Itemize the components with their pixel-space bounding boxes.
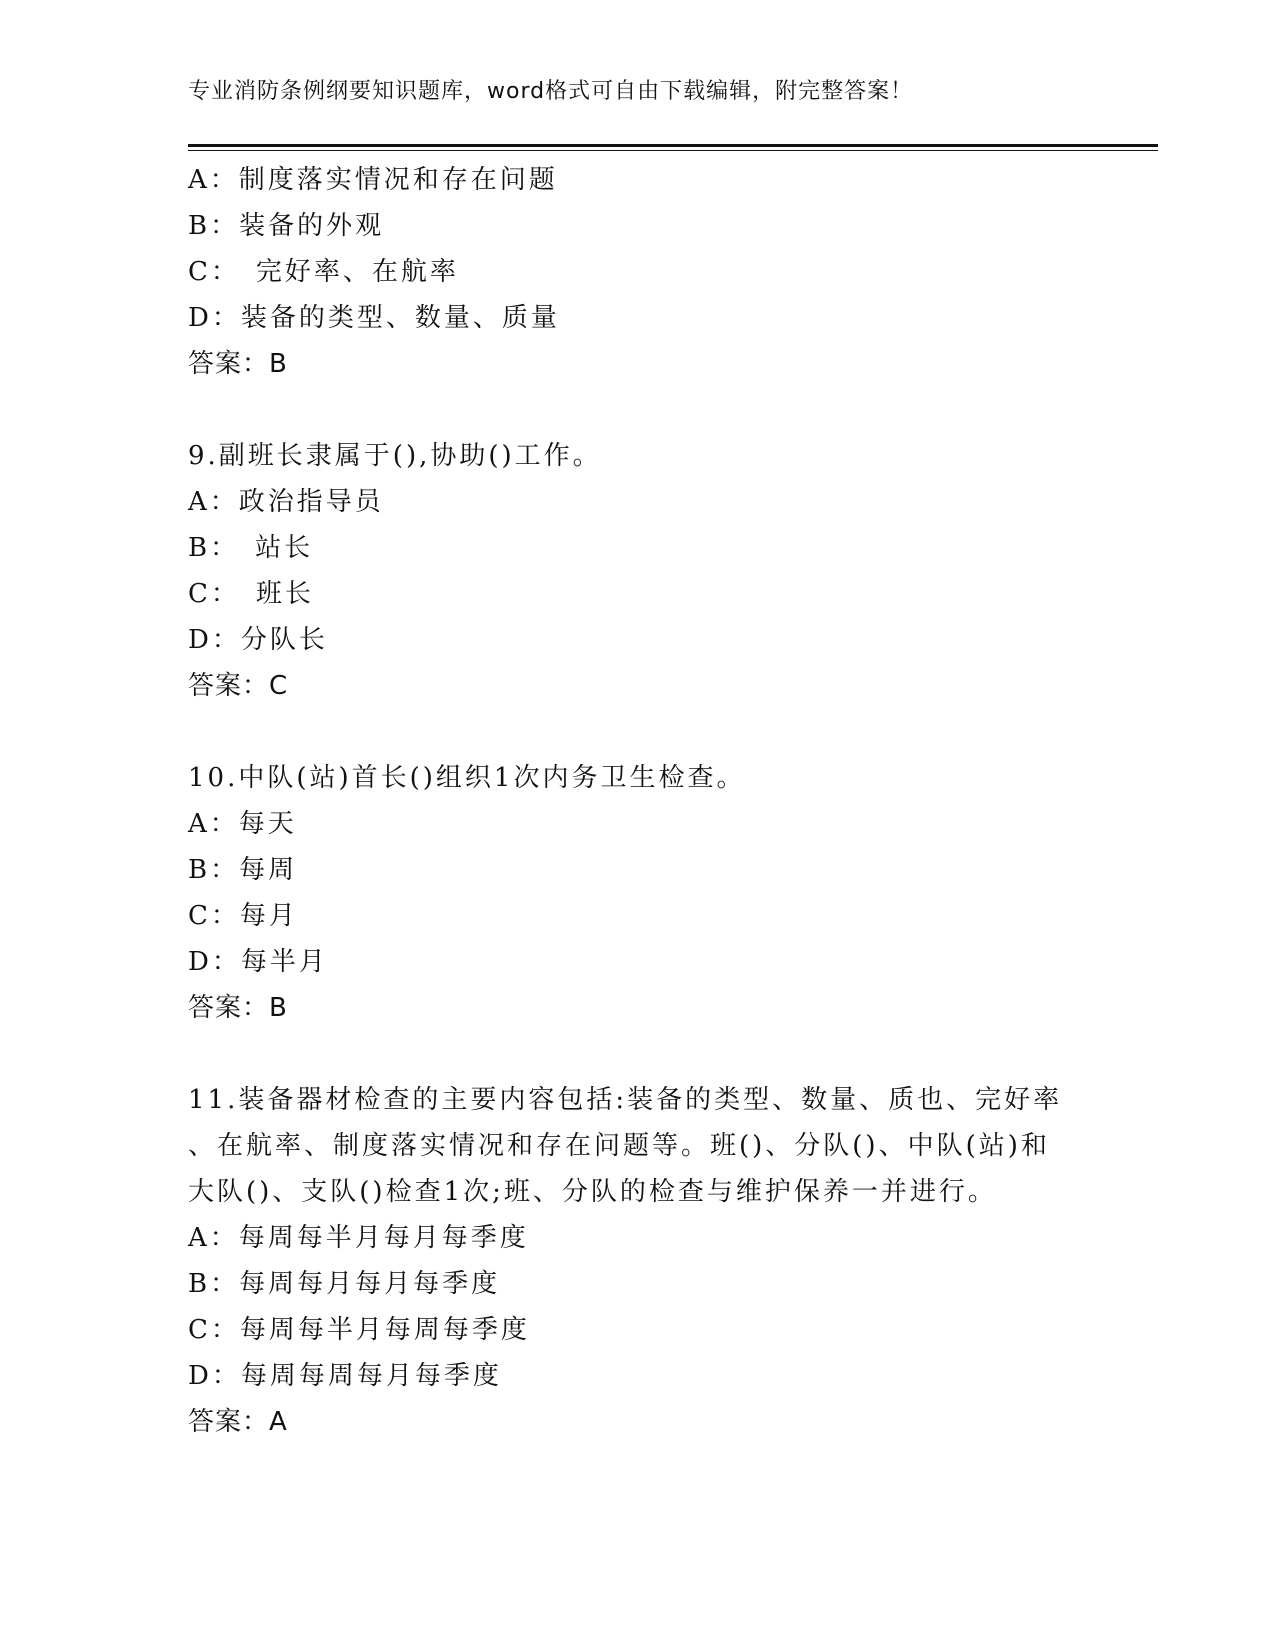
option-d: D：每周每周每月每季度 xyxy=(188,1361,502,1391)
header-rule-thick xyxy=(188,144,1158,147)
page-header: 专业消防条例纲要知识题库，word格式可自由下载编辑，附完整答案！ xyxy=(188,79,914,104)
option-a: A：每周每半月每月每季度 xyxy=(188,1223,529,1253)
spacer xyxy=(188,1031,1088,1077)
spacer xyxy=(188,387,1088,433)
question-text-line-2: 、在航率、制度落实情况和存在问题等。班()、分队()、中队(站)和 xyxy=(188,1131,1050,1161)
option-a: A：制度落实情况和存在问题 xyxy=(188,165,558,195)
answer: 答案：A xyxy=(188,1407,288,1437)
option-d: D：分队长 xyxy=(188,625,328,655)
question-text-line-3: 大队()、支队()检查1次;班、分队的检查与维护保养一并进行。 xyxy=(188,1177,997,1207)
answer: 答案：C xyxy=(188,671,289,701)
option-c: C： 班长 xyxy=(188,579,314,609)
header-rule-thin xyxy=(188,150,1158,151)
question-8 xyxy=(188,157,1088,387)
question-10 xyxy=(188,755,1088,1031)
answer: 答案：B xyxy=(188,993,288,1023)
option-b: B：装备的外观 xyxy=(188,211,385,241)
option-d: D：装备的类型、数量、质量 xyxy=(188,303,560,333)
spacer xyxy=(188,709,1088,755)
option-c: C：每周每半月每周每季度 xyxy=(188,1315,530,1345)
option-a: A：每天 xyxy=(188,809,297,839)
option-c: C： 完好率、在航率 xyxy=(188,257,459,287)
option-b: B：每周每月每月每季度 xyxy=(188,1269,501,1299)
option-d: D：每半月 xyxy=(188,947,328,977)
question-9 xyxy=(188,433,1088,709)
question-text: 9.副班长隶属于(),协助()工作。 xyxy=(188,441,602,471)
option-c: C：每月 xyxy=(188,901,298,931)
option-b: B：每周 xyxy=(188,855,298,885)
answer: 答案：B xyxy=(188,349,288,379)
question-text-line-1: 11.装备器材检查的主要内容包括:装备的类型、数量、质也、完好率 xyxy=(188,1085,1063,1115)
question-text: 10.中队(站)首长()组织1次内务卫生检查。 xyxy=(188,763,746,793)
document-content xyxy=(188,157,1088,1445)
question-11 xyxy=(188,1077,1088,1445)
option-a: A：政治指导员 xyxy=(188,487,384,517)
option-b: B： 站长 xyxy=(188,533,314,563)
